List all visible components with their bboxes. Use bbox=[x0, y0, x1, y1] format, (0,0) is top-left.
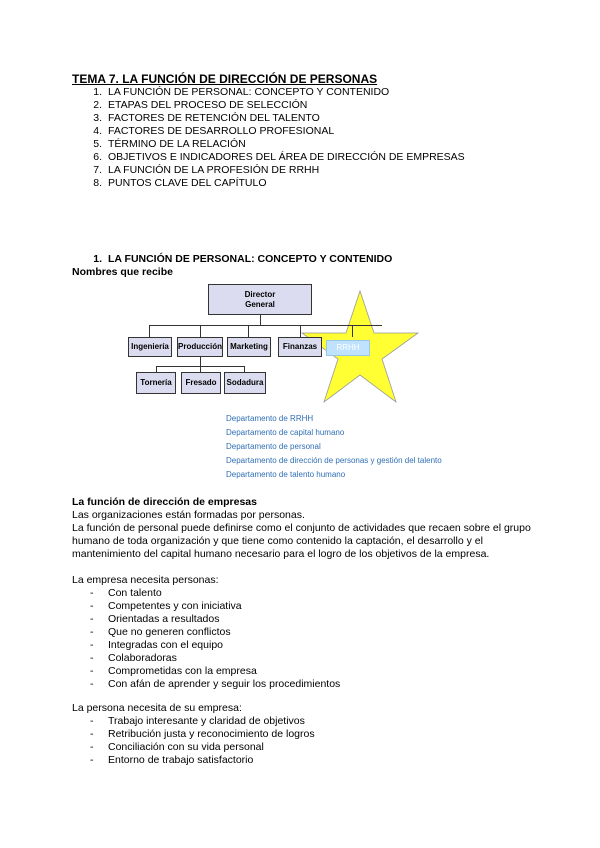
list-item: - Trabajo interesante y claridad de objetivos bbox=[90, 715, 305, 727]
list-item: - Entorno de trabajo satisfactorio bbox=[90, 754, 254, 766]
connector-line bbox=[260, 315, 261, 325]
list-item: - Integradas con el equipo bbox=[90, 639, 224, 651]
connector-line bbox=[200, 325, 201, 337]
table-of-contents bbox=[72, 86, 465, 190]
list-item-text: Colaboradoras bbox=[108, 652, 177, 664]
department-name: Departamento de capital humano bbox=[226, 428, 345, 437]
toc-item bbox=[72, 86, 465, 99]
director-line2: General bbox=[245, 299, 275, 309]
function-paragraph-2: La función de personal puede definirse como el conjunto de actividades que recaen sobre el grupo humano de toda organización y que tiene como contenido la captación, el desarrollo y el mantenimiento del capital humano necesario para el logro de los objetivos de la empresa. bbox=[72, 522, 531, 560]
toc-number: 1. bbox=[93, 86, 102, 98]
person-needs-list bbox=[90, 715, 315, 767]
list-item-text: Orientadas a resultados bbox=[108, 613, 220, 625]
department-name: Departamento de talento humano bbox=[226, 470, 346, 479]
list-item: - Con afán de aprender y seguir los procedimientos bbox=[90, 678, 341, 690]
list-item-text: Competentes y con iniciativa bbox=[108, 600, 242, 612]
section-heading-text: LA FUNCIÓN DE PERSONAL: CONCEPTO Y CONTENIDO bbox=[108, 253, 393, 265]
department-name: Departamento de dirección de personas y gestión del talento bbox=[226, 456, 442, 465]
list-item-text: Con talento bbox=[108, 587, 162, 599]
function-heading: La función de dirección de empresas bbox=[72, 496, 257, 508]
company-needs-intro: La empresa necesita personas: bbox=[72, 574, 219, 586]
toc-number: 6. bbox=[93, 151, 102, 163]
list-item: - Orientadas a resultados bbox=[90, 613, 220, 625]
dept-box-produccion: Producción bbox=[177, 337, 223, 357]
function-paragraph-1: Las organizaciones están formadas por personas. bbox=[72, 509, 305, 521]
connector-line bbox=[149, 325, 150, 337]
list-item: - Colaboradoras bbox=[90, 652, 177, 664]
list-item: - Con talento bbox=[90, 587, 162, 599]
dept-box-marketing: Marketing bbox=[227, 337, 271, 357]
list-item-text: Retribución justa y reconocimiento de logros bbox=[108, 728, 315, 740]
list-item-text: Con afán de aprender y seguir los procedimientos bbox=[108, 678, 341, 690]
subheading-names: Nombres que recibe bbox=[72, 266, 173, 278]
toc-number: 8. bbox=[93, 177, 102, 189]
toc-number: 2. bbox=[93, 99, 102, 111]
list-item-text: Comprometidas con la empresa bbox=[108, 665, 257, 677]
subunit-box-sodadura: Sodadura bbox=[224, 372, 266, 394]
list-item: - Que no generen conflictos bbox=[90, 626, 231, 638]
list-item: - Conciliación con su vida personal bbox=[90, 741, 264, 753]
dept-box-rrhh: RRHH bbox=[326, 340, 370, 356]
toc-item bbox=[72, 164, 465, 177]
toc-text: LA FUNCIÓN DE LA PROFESIÓN DE RRHH bbox=[108, 164, 320, 176]
dept-box-ingenieria: Ingeniería bbox=[128, 337, 172, 357]
connector-line bbox=[200, 357, 201, 366]
toc-number: 4. bbox=[93, 125, 102, 137]
connector-line bbox=[352, 325, 353, 337]
toc-text: TÉRMINO DE LA RELACIÓN bbox=[108, 138, 246, 150]
toc-text: FACTORES DE RETENCIÓN DEL TALENTO bbox=[108, 112, 320, 124]
toc-text: FACTORES DE DESARROLLO PROFESIONAL bbox=[108, 125, 335, 137]
department-name: Departamento de personal bbox=[226, 442, 321, 451]
toc-item bbox=[72, 151, 465, 164]
toc-text: ETAPAS DEL PROCESO DE SELECCIÓN bbox=[108, 99, 308, 111]
toc-number: 5. bbox=[93, 138, 102, 150]
list-item: - Competentes y con iniciativa bbox=[90, 600, 242, 612]
section-number: 1. bbox=[93, 253, 102, 265]
list-item: - Retribución justa y reconocimiento de logros bbox=[90, 728, 315, 740]
section-heading bbox=[72, 253, 392, 265]
toc-item bbox=[72, 99, 465, 112]
toc-text: PUNTOS CLAVE DEL CAPÍTULO bbox=[108, 177, 267, 189]
list-item-text: Conciliación con su vida personal bbox=[108, 741, 264, 753]
list-item-text: Entorno de trabajo satisfactorio bbox=[108, 754, 254, 766]
department-name: Departamento de RRHH bbox=[226, 414, 314, 423]
list-item-text: Trabajo interesante y claridad de objetivos bbox=[108, 715, 305, 727]
person-needs-intro: La persona necesita de su empresa: bbox=[72, 702, 242, 714]
toc-item bbox=[72, 177, 465, 190]
connector-line bbox=[248, 325, 249, 337]
toc-number: 7. bbox=[93, 164, 102, 176]
list-item: - Comprometidas con la empresa bbox=[90, 665, 257, 677]
director-general-box bbox=[208, 284, 312, 315]
toc-item bbox=[72, 125, 465, 138]
toc-item bbox=[72, 112, 465, 125]
subunit-box-fresado: Fresado bbox=[181, 372, 221, 394]
connector-line bbox=[149, 325, 382, 326]
list-item-text: Que no generen conflictos bbox=[108, 626, 231, 638]
list-item-text: Integradas con el equipo bbox=[108, 639, 224, 651]
toc-number: 3. bbox=[93, 112, 102, 124]
org-chart bbox=[120, 282, 500, 402]
connector-line bbox=[300, 325, 301, 337]
dept-box-finanzas: Finanzas bbox=[278, 337, 322, 357]
department-names-list bbox=[226, 412, 442, 482]
toc-item bbox=[72, 138, 465, 151]
company-needs-list bbox=[90, 587, 340, 691]
toc-text: LA FUNCIÓN DE PERSONAL: CONCEPTO Y CONTENIDO bbox=[108, 86, 390, 98]
subunit-box-torneria: Tornería bbox=[136, 372, 176, 394]
document-title: TEMA 7. LA FUNCIÓN DE DIRECCIÓN DE PERSONAS bbox=[72, 72, 378, 86]
director-line1: Director bbox=[244, 289, 276, 299]
toc-text: OBJETIVOS E INDICADORES DEL ÁREA DE DIRECCIÓN DE EMPRESAS bbox=[108, 151, 465, 163]
